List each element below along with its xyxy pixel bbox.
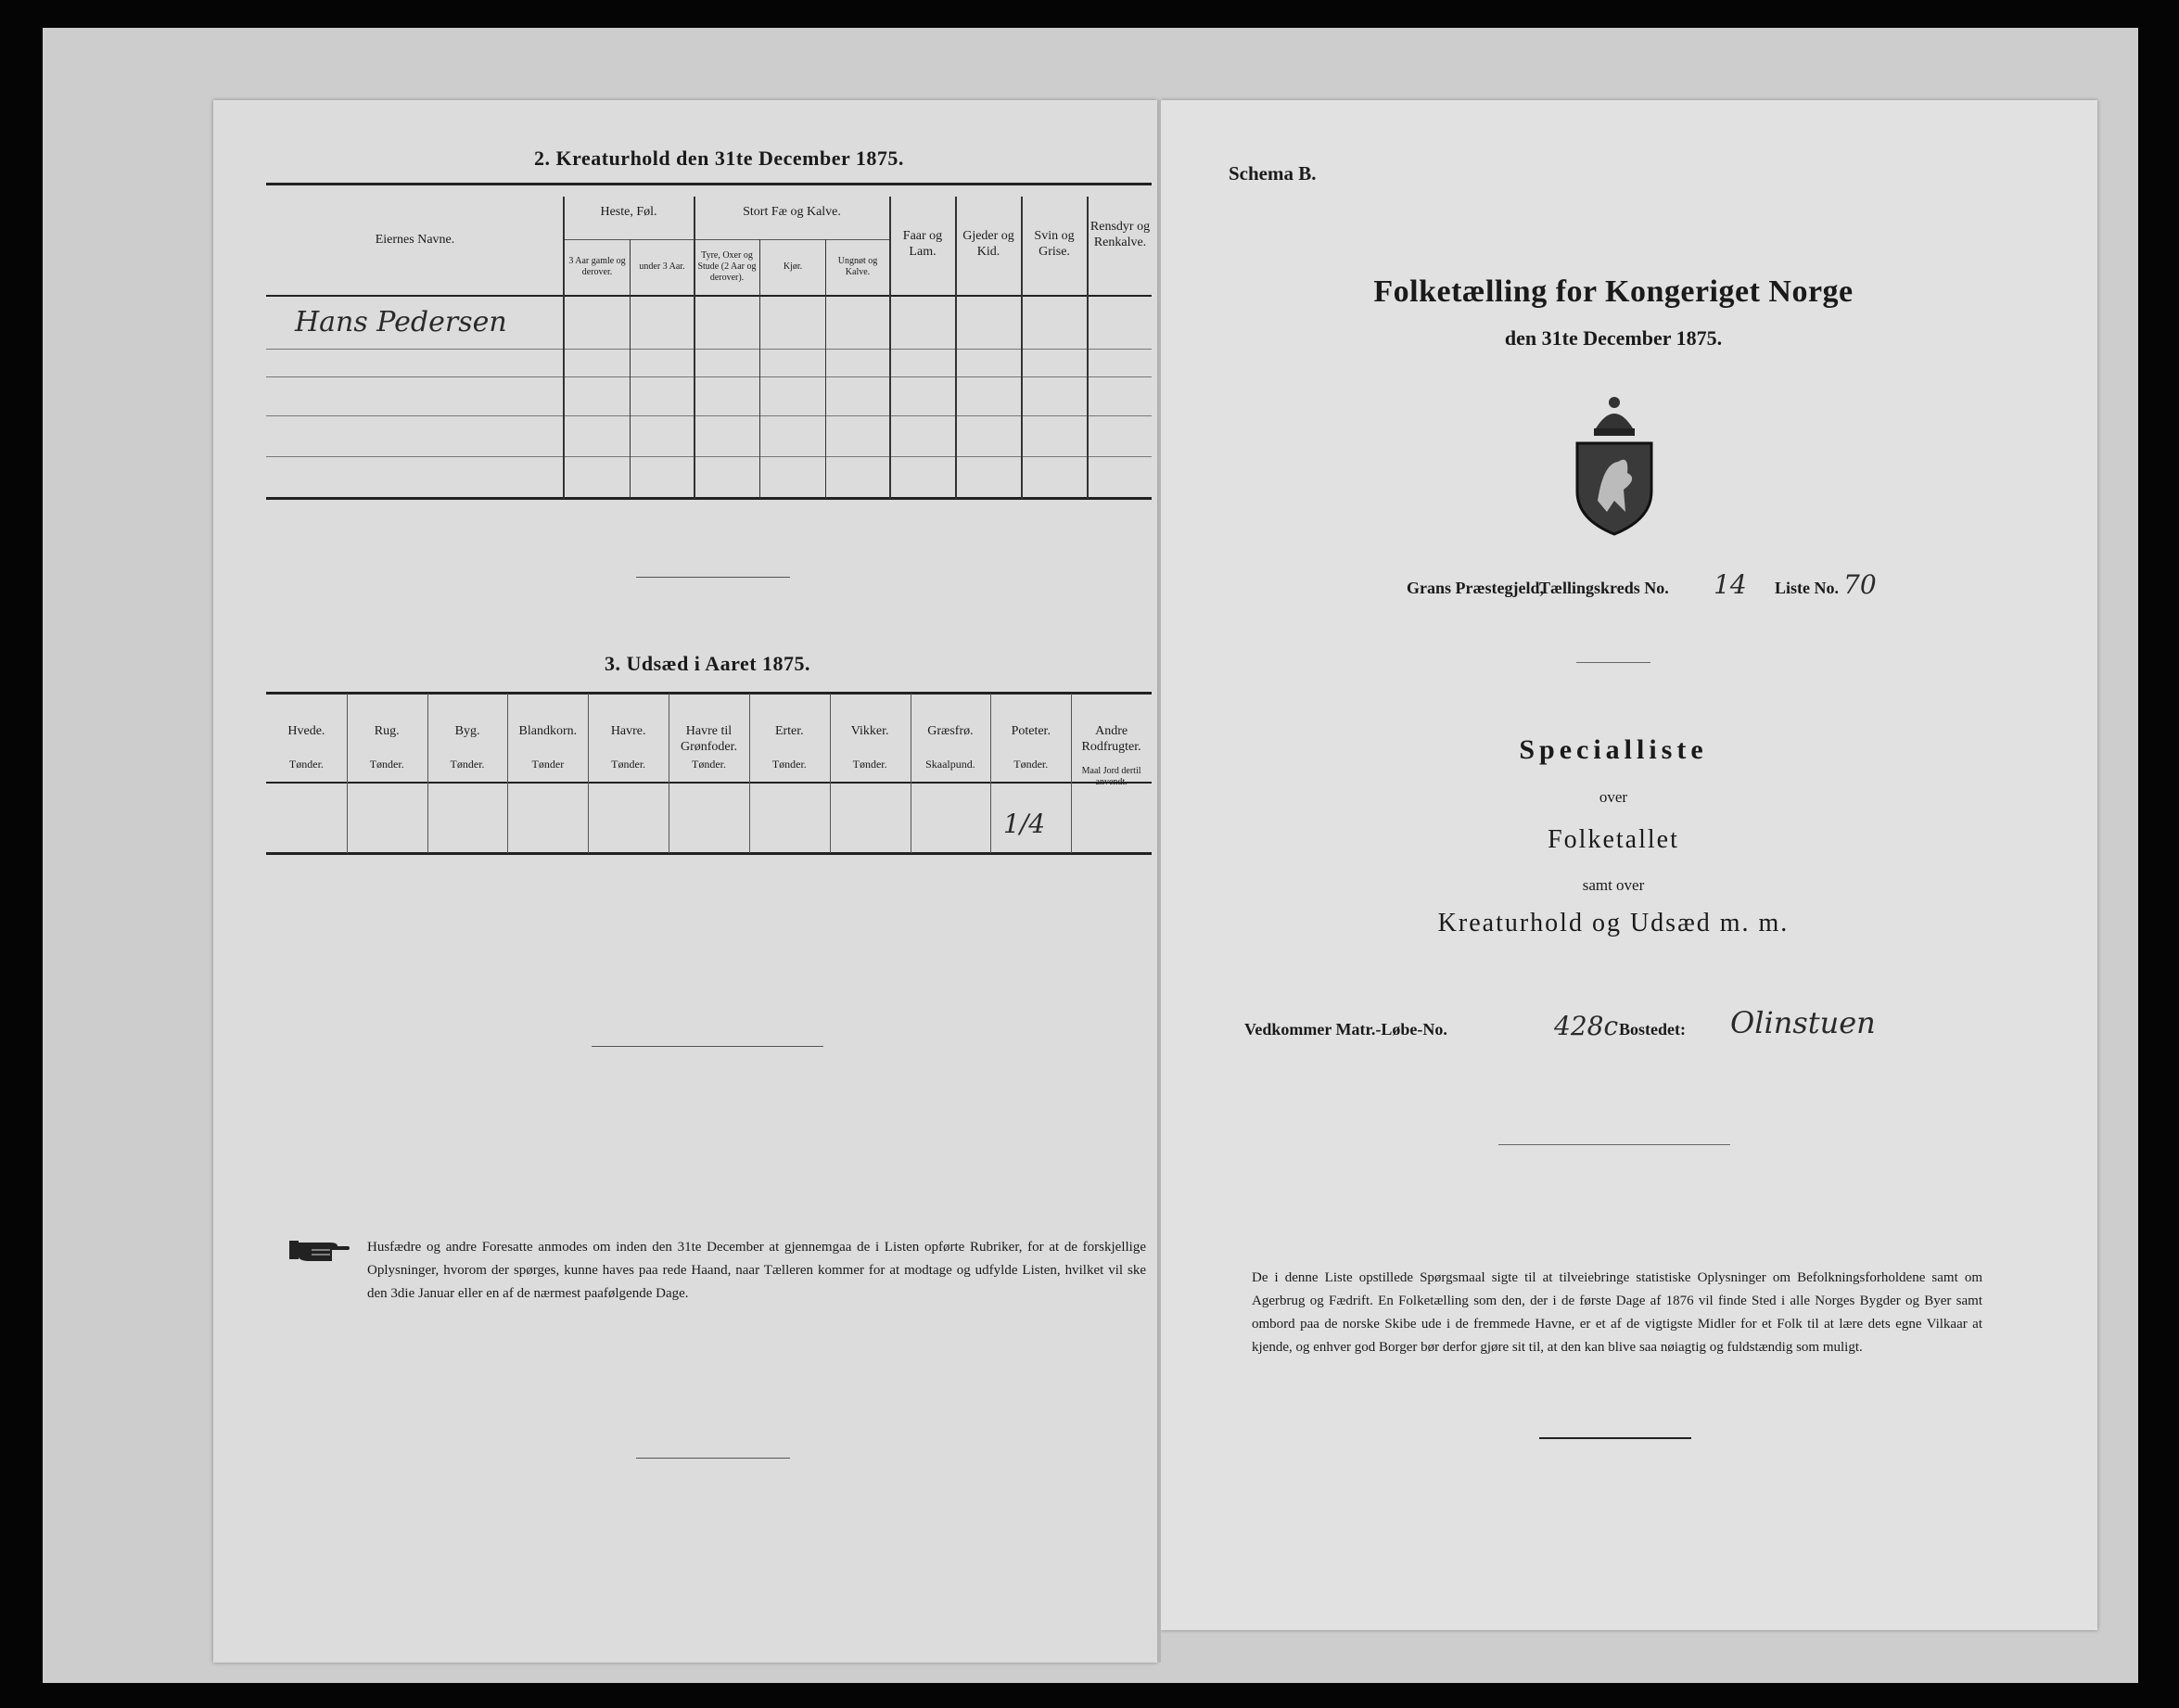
svin-header: Svin og Grise. bbox=[1034, 229, 1075, 259]
divider bbox=[636, 577, 790, 578]
udsaed-col-header: Poteter. bbox=[1011, 724, 1051, 738]
udsaed-col-rule bbox=[830, 694, 831, 853]
owner-name: Hans Pedersen bbox=[295, 306, 507, 338]
heste-sub-old: 3 Aar gamle og derover. bbox=[568, 256, 626, 277]
divider bbox=[1498, 1144, 1730, 1145]
schema-label: Schema B. bbox=[1229, 162, 1317, 185]
udsaed-col-header: Hvede. bbox=[287, 724, 325, 738]
matr-label: Vedkommer Matr.-Løbe-No. bbox=[1244, 1020, 1447, 1039]
stortfae-sub-tyre: Tyre, Oxer og Stude (2 Aar og derover). bbox=[697, 250, 757, 283]
table2-row-rule bbox=[266, 415, 1152, 416]
divider bbox=[592, 1046, 823, 1047]
udsaed-col-unit: Tønder. bbox=[771, 758, 807, 771]
col-rule bbox=[563, 197, 565, 499]
stortfae-sub-ungnot: Ungnøt og Kalve. bbox=[837, 256, 878, 277]
instruction-note: Husfædre og andre Foresatte anmodes om inden den 31te December at gjennemgaa de i Listen opførte Rubriker, for at de forskjellige Oplysninger, hvorom der spørges, kunne haves paa rede Haand, naar Tælleren kommer for at modtage og udfylde Listen, hvilket vil ske den 3die Januar eller en af de nærmest paafølgende Dage. bbox=[367, 1240, 1146, 1301]
udsaed-col-rule bbox=[749, 694, 750, 853]
udsaed-col-unit: Tønder. bbox=[288, 758, 324, 771]
date-line: den 31te December 1875. bbox=[1504, 326, 1723, 350]
liste-label: Liste No. bbox=[1775, 579, 1839, 597]
table2-row-rule bbox=[266, 456, 1152, 457]
heading-kreaturhold: Kreaturhold og Udsæd m. m. bbox=[1437, 909, 1790, 937]
stortfae-subrule bbox=[694, 239, 889, 240]
divider bbox=[636, 1458, 790, 1459]
table3-header-rule bbox=[266, 782, 1152, 784]
col-rule bbox=[1021, 197, 1023, 499]
col-rule bbox=[955, 197, 957, 499]
col-rule bbox=[1087, 197, 1089, 499]
liste-no: 70 bbox=[1843, 569, 1877, 600]
pointing-hand-icon bbox=[289, 1237, 350, 1269]
matr-no: 428c bbox=[1554, 1011, 1619, 1041]
udsaed-col-unit: Skaalpund. bbox=[925, 758, 975, 771]
udsaed-col-header: Havre til Grønfoder. bbox=[680, 724, 737, 754]
divider bbox=[1576, 662, 1650, 663]
udsaed-col-rule bbox=[1071, 694, 1072, 853]
udsaed-col-unit: Tønder. bbox=[1013, 758, 1049, 771]
udsaed-col-unit: Tønder. bbox=[852, 758, 887, 771]
owner-header: Eiernes Navne. bbox=[375, 233, 455, 247]
main-title: Folketælling for Kongeriget Norge bbox=[1373, 274, 1854, 309]
udsaed-col-unit: Maal Jord dertil anvendt. bbox=[1081, 766, 1141, 787]
udsaed-col-header: Byg. bbox=[454, 724, 480, 738]
table2-row-rule bbox=[266, 376, 1152, 377]
stortfae-header: Stort Fæ og Kalve. bbox=[743, 205, 841, 219]
udsaed-col-unit: Tønder. bbox=[691, 758, 726, 771]
table2-row-rule bbox=[266, 349, 1152, 350]
col-rule bbox=[759, 239, 760, 499]
heste-header: Heste, Føl. bbox=[600, 205, 657, 219]
table2-header-rule bbox=[266, 295, 1152, 297]
bosted-value: Olinstuen bbox=[1730, 1005, 1876, 1040]
rensdyr-header: Rensdyr og Renkalve. bbox=[1090, 220, 1151, 249]
udsaed-col-header: Græsfrø. bbox=[927, 724, 974, 738]
udsaed-col-rule bbox=[588, 694, 589, 853]
table3-top-rule bbox=[266, 692, 1152, 695]
norway-coat-of-arms-icon bbox=[1570, 389, 1659, 542]
over-label: over bbox=[1599, 788, 1628, 806]
district-label: Tællingskreds No. bbox=[1539, 579, 1669, 597]
bosted-label: Bostedet: bbox=[1619, 1020, 1686, 1039]
udsaed-col-header: Andre Rodfrugter. bbox=[1081, 724, 1141, 754]
gjeder-header: Gjeder og Kid. bbox=[962, 229, 1014, 259]
udsaed-col-unit: Tønder. bbox=[369, 758, 404, 771]
table3-bottom-rule bbox=[266, 852, 1152, 855]
faar-header: Faar og Lam. bbox=[902, 229, 943, 259]
udsaed-col-unit: Tønder. bbox=[611, 758, 646, 771]
poteter-value: 1/4 bbox=[1003, 809, 1046, 839]
heading-specialliste: Specialliste bbox=[1519, 734, 1708, 765]
heading-folketallet: Folketallet bbox=[1548, 825, 1679, 854]
udsaed-col-unit: Tønder. bbox=[450, 758, 485, 771]
udsaed-col-rule bbox=[507, 694, 508, 853]
udsaed-col-header: Erter. bbox=[774, 724, 804, 738]
page-fold bbox=[1158, 100, 1161, 1663]
udsaed-col-header: Vikker. bbox=[850, 724, 889, 738]
udsaed-col-header: Blandkorn. bbox=[518, 724, 578, 738]
table2-bottom-rule bbox=[266, 497, 1152, 500]
udsaed-col-header: Havre. bbox=[610, 724, 646, 738]
udsaed-col-header: Rug. bbox=[374, 724, 400, 738]
col-rule bbox=[630, 239, 631, 499]
parish-label: Grans Præstegjeld, bbox=[1407, 579, 1544, 597]
heste-subrule bbox=[564, 239, 694, 240]
udsaed-col-rule bbox=[427, 694, 428, 853]
section3-title: 3. Udsæd i Aaret 1875. bbox=[605, 652, 811, 675]
udsaed-col-rule bbox=[347, 694, 348, 853]
heste-sub-young: under 3 Aar. bbox=[639, 261, 685, 272]
col-rule bbox=[694, 197, 695, 499]
explanation-paragraph: De i denne Liste opstillede Spørgsmaal sigte til at tilveiebringe statistiske Oplysninger om Befolkningsforholdene samt om Agerbrug og Fædrift. En Folketælling som den, der i de første Dage af 1876 vil finde Sted i alle Norges Bygder og Byer samt ombord paa de norske Skibe ude i de fremmede Havne, er et af de vigtigste Midler for et Folk til at lære dets egne Vilkaar at kjende, og enhver god Borger bør derfor gjøre sit til, at den kan blive saa nøiagtig og fuldstændig som muligt. bbox=[1252, 1270, 1982, 1355]
udsaed-col-rule bbox=[990, 694, 991, 853]
col-rule bbox=[889, 197, 891, 499]
district-no: 14 bbox=[1714, 569, 1747, 600]
section2-title: 2. Kreaturhold den 31te December 1875. bbox=[534, 147, 904, 170]
udsaed-col-unit: Tønder bbox=[531, 758, 565, 771]
closing-rule bbox=[1539, 1437, 1691, 1439]
samt-label: samt over bbox=[1582, 876, 1645, 894]
col-rule bbox=[825, 239, 826, 499]
stortfae-sub-kjor: Kjør. bbox=[783, 261, 803, 272]
table2-top-rule bbox=[266, 183, 1152, 185]
